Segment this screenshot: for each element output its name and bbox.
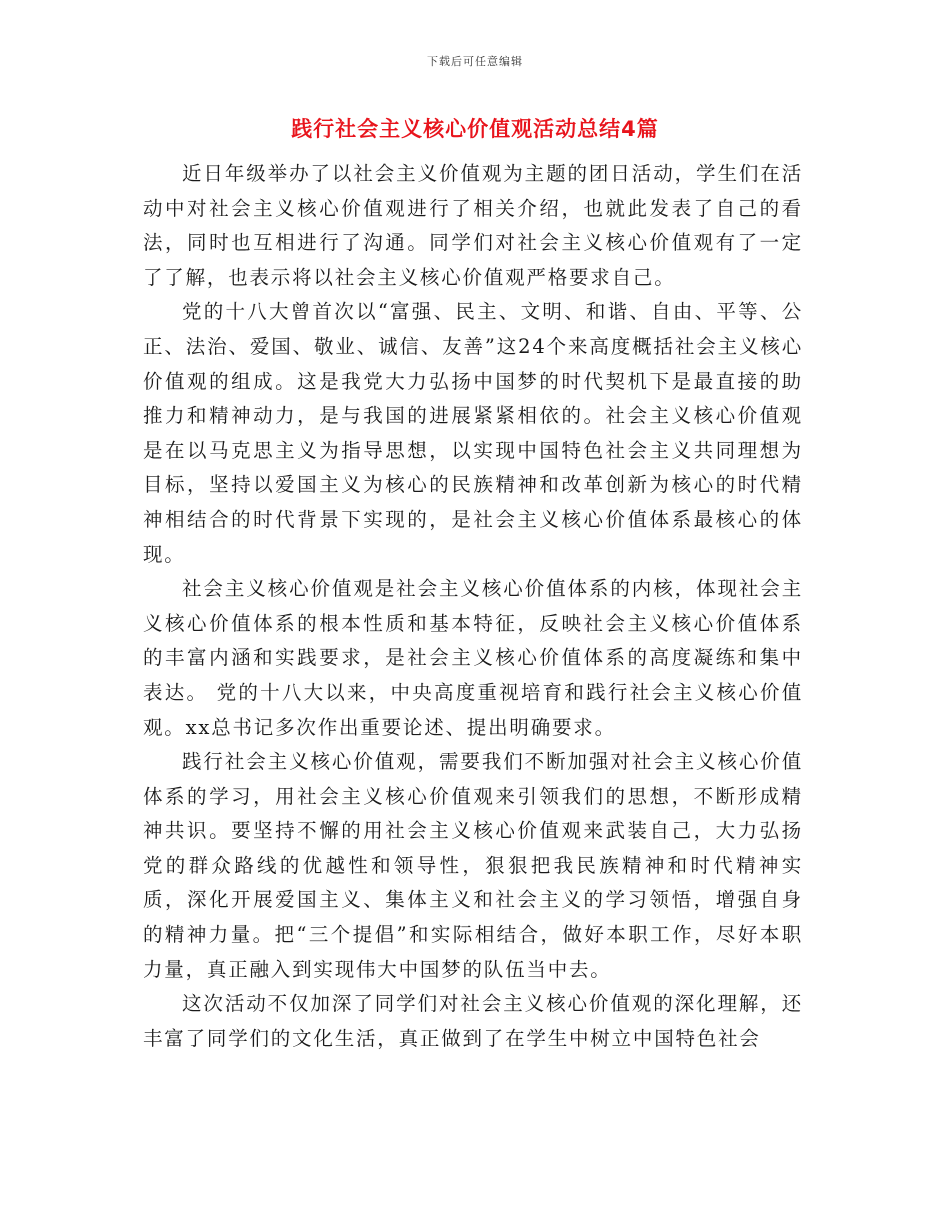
document-body — [143, 157, 803, 1056]
document-title: 践行社会主义核心价值观活动总结4篇 — [291, 117, 659, 141]
paragraph: 党的十八大曾首次以“富强、民主、文明、和谐、自由、平等、公正、法治、爱国、敬业、诚信、友善”这24个来高度概括社会主义核心价值观的组成。这是我党大力弘扬中国梦的时代契机下是最直接的助推力和精神动力，是与我国的进展紧紧相依的。社会主义核心价值观是在以马克思主义为指导思想，以实现中国特色社会主义共同理想为目标，坚持以爱国主义为核心的民族精神和改革创新为核心的时代精神相结合的时代背景下实现的，是社会主义核心价值体系最核心的体现。 — [143, 300, 803, 566]
paragraph: 社会主义核心价值观是社会主义核心价值体系的内核，体现社会主义核心价值体系的根本性质和基本特征，反映社会主义核心价值体系的丰富内涵和实践要求，是社会主义核心价值体系的高度凝练和集中表达。 党的十八大以来，中央高度重视培育和践行社会主义核心价值观。xx总书记多次作出重要论述、提出明确要求。 — [143, 577, 803, 739]
paragraph: 近日年级举办了以社会主义价值观为主题的团日活动，学生们在活动中对社会主义核心价值观进行了相关介绍，也就此发表了自己的看法，同时也互相进行了沟通。同学们对社会主义核心价值观有了一定了了解，也表示将以社会主义核心价值观严格要求自己。 — [143, 162, 803, 289]
paragraph: 践行社会主义核心价值观，需要我们不断加强对社会主义核心价值体系的学习，用社会主义核心价值观来引领我们的思想，不断形成精神共识。要坚持不懈的用社会主义核心价值观来武装自己，大力弘扬党的群众路线的优越性和领导性，狠狠把我民族精神和时代精神实质，深化开展爱国主义、集体主义和社会主义的学习领悟，增强自身的精神力量。把“三个提倡”和实际相结合，做好本职工作，尽好本职力量，真正融入到实现伟大中国梦的队伍当中去。 — [143, 750, 803, 981]
paragraph: 这次活动不仅加深了同学们对社会主义核心价值观的深化理解，还丰富了同学们的文化生活，真正做到了在学生中树立中国特色社会 — [143, 992, 803, 1050]
header-note: 下载后可任意编辑 — [427, 55, 523, 68]
